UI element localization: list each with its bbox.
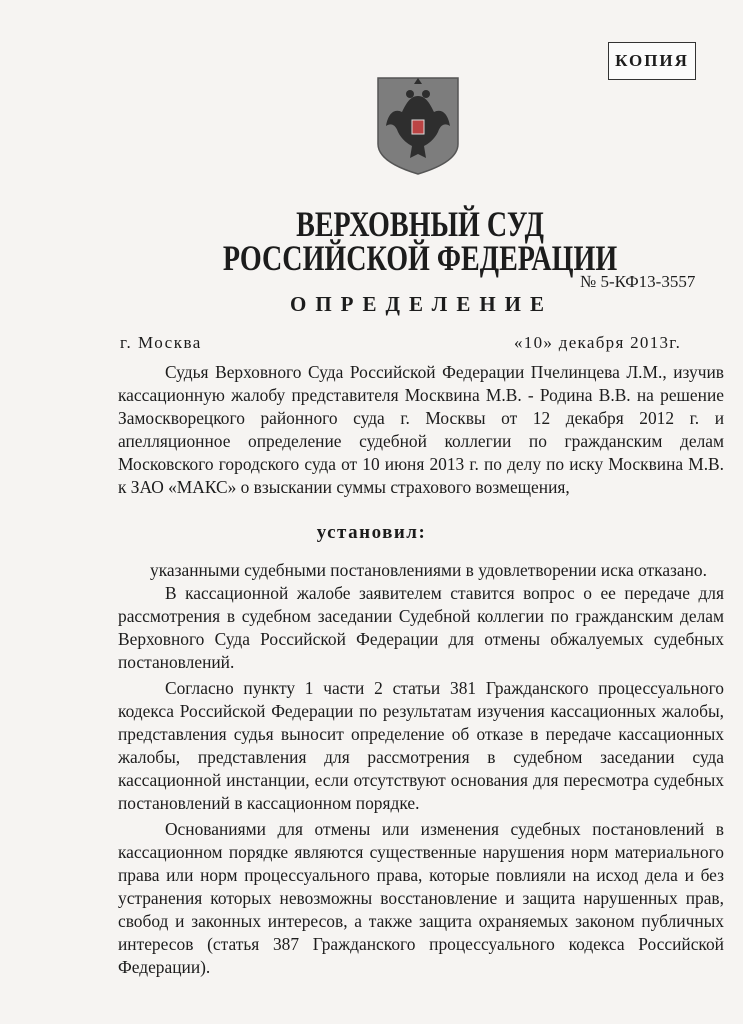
paragraph-4: Основаниями для отмены или изменения судебных постановлений в кассационном порядке являются существенные нарушения норм материального права или норм процессуального права, которые повлияли на исход дела и без устранения которых невозможны восстановление и защита нарушенных прав, свобод и законных интересов, а также защита охраняемых законом публичных интересов (статья 387 Гражданского процессуального кодекса Российской Федерации).: [118, 819, 724, 977]
intro-paragraph-block: [118, 361, 724, 499]
intro-paragraph: Судья Верховного Суда Российской Федерации Пчелинцева Л.М., изучив кассационную жалобу представителя Москвина М.В. - Родина В.В. на решение Замоскворецкого районного суда г. Москвы от 12 декабря 2012 г. и апелляционное определение судебной коллегии по гражданским делам Московского городского суда от 10 июня 2013 г. по делу по иску Москвина М.В. к ЗАО «МАКС» о взыскании суммы страхового возмещения,: [118, 362, 724, 497]
section-heading: установил:: [316, 522, 427, 543]
coat-of-arms-emblem: [372, 74, 464, 176]
court-name-line1: ВЕРХОВНЫЙ СУД: [296, 204, 544, 244]
document-date: «10» декабря 2013г.: [514, 333, 682, 352]
body-text: [118, 559, 724, 979]
copy-stamp: КОПИЯ: [608, 42, 696, 80]
city: г. Москва: [120, 333, 202, 352]
court-name-line2: РОССИЙСКОЙ ФЕДЕРАЦИИ: [222, 238, 618, 278]
paragraph-2: В кассационной жалобе заявителем ставится вопрос о ее передаче для рассмотрения в судебном заседании Судебной коллегии по гражданским делам Верховного Суда Российской Федерации для отмены обжалуемых судебных постановлений.: [118, 583, 724, 672]
paragraph-3: Согласно пункту 1 части 2 статьи 381 Гражданского процессуального кодекса Российской Федерации по результатам изучения кассационных жалобы, представления судья выносит определение об отказе в передаче кассационных жалобы, представления для рассмотрения в судебном заседании суда кассационной инстанции, если отсутствуют основания для пересмотра судебных постановлений в кассационном порядке.: [118, 678, 724, 813]
paragraph-1: указанными судебными постановлениями в удовлетворении иска отказано.: [150, 560, 707, 580]
case-number: № 5-КФ13-3557: [580, 272, 696, 291]
document-type-heading: ОПРЕДЕЛЕНИЕ: [290, 292, 554, 316]
